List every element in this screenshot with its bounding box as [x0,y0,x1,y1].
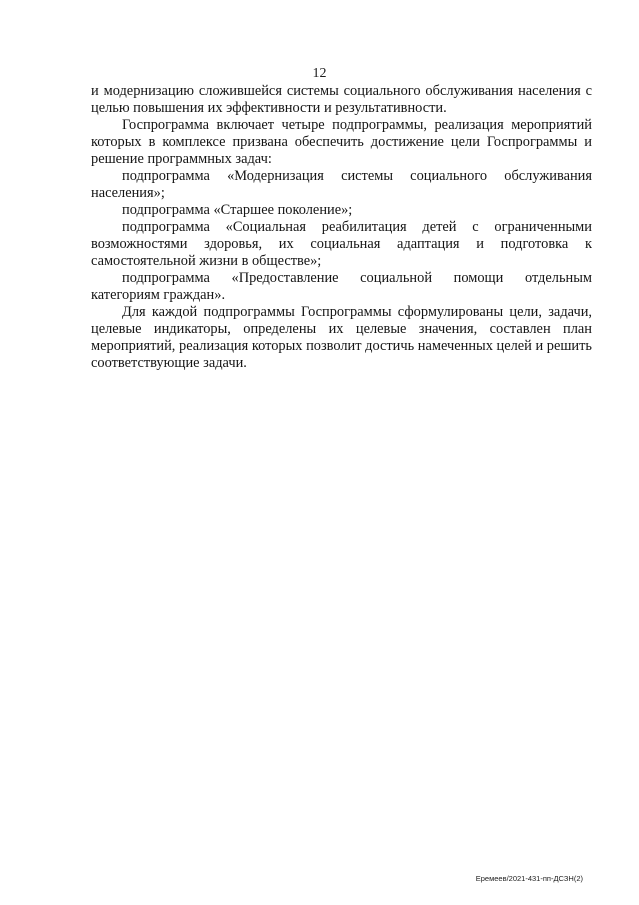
document-footer-code: Еремеев/2021-431-пп-ДСЗН(2) [475,874,583,883]
page-number: 12 [312,66,327,81]
subprogram-modernization: подпрограмма «Модернизация системы социального обслуживания населения»; [91,168,592,201]
subprogram-senior-generation: подпрограмма «Старшее поколение»; [122,202,353,218]
subprogram-child-rehabilitation: подпрограмма «Социальная реабилитация детей с ограниченными возможностями здоровья, их социальная адаптация и подготовка к самостоятельной жизни в обществе»; [91,219,592,269]
paragraph-four-subprograms: Госпрограмма включает четыре подпрограммы, реализация мероприятий которых в комплексе призвана обеспечить достижение цели Госпрограммы и решение программных задач: [91,117,592,167]
body-text [91,83,592,372]
paragraph-modernization-continuation: и модернизацию сложившейся системы социального обслуживания населения с целью повышения их эффективности и результативности. [91,83,592,116]
paragraph-goals-and-tasks: Для каждой подпрограммы Госпрограммы сформулированы цели, задачи, целевые индикаторы, определены их целевые значения, составлен план мероприятий, реализация которых позволит достичь намеченных целей и решить соответствующие задачи. [91,304,592,371]
subprogram-social-assistance: подпрограмма «Предоставление социальной помощи отдельным категориям граждан». [91,270,592,303]
